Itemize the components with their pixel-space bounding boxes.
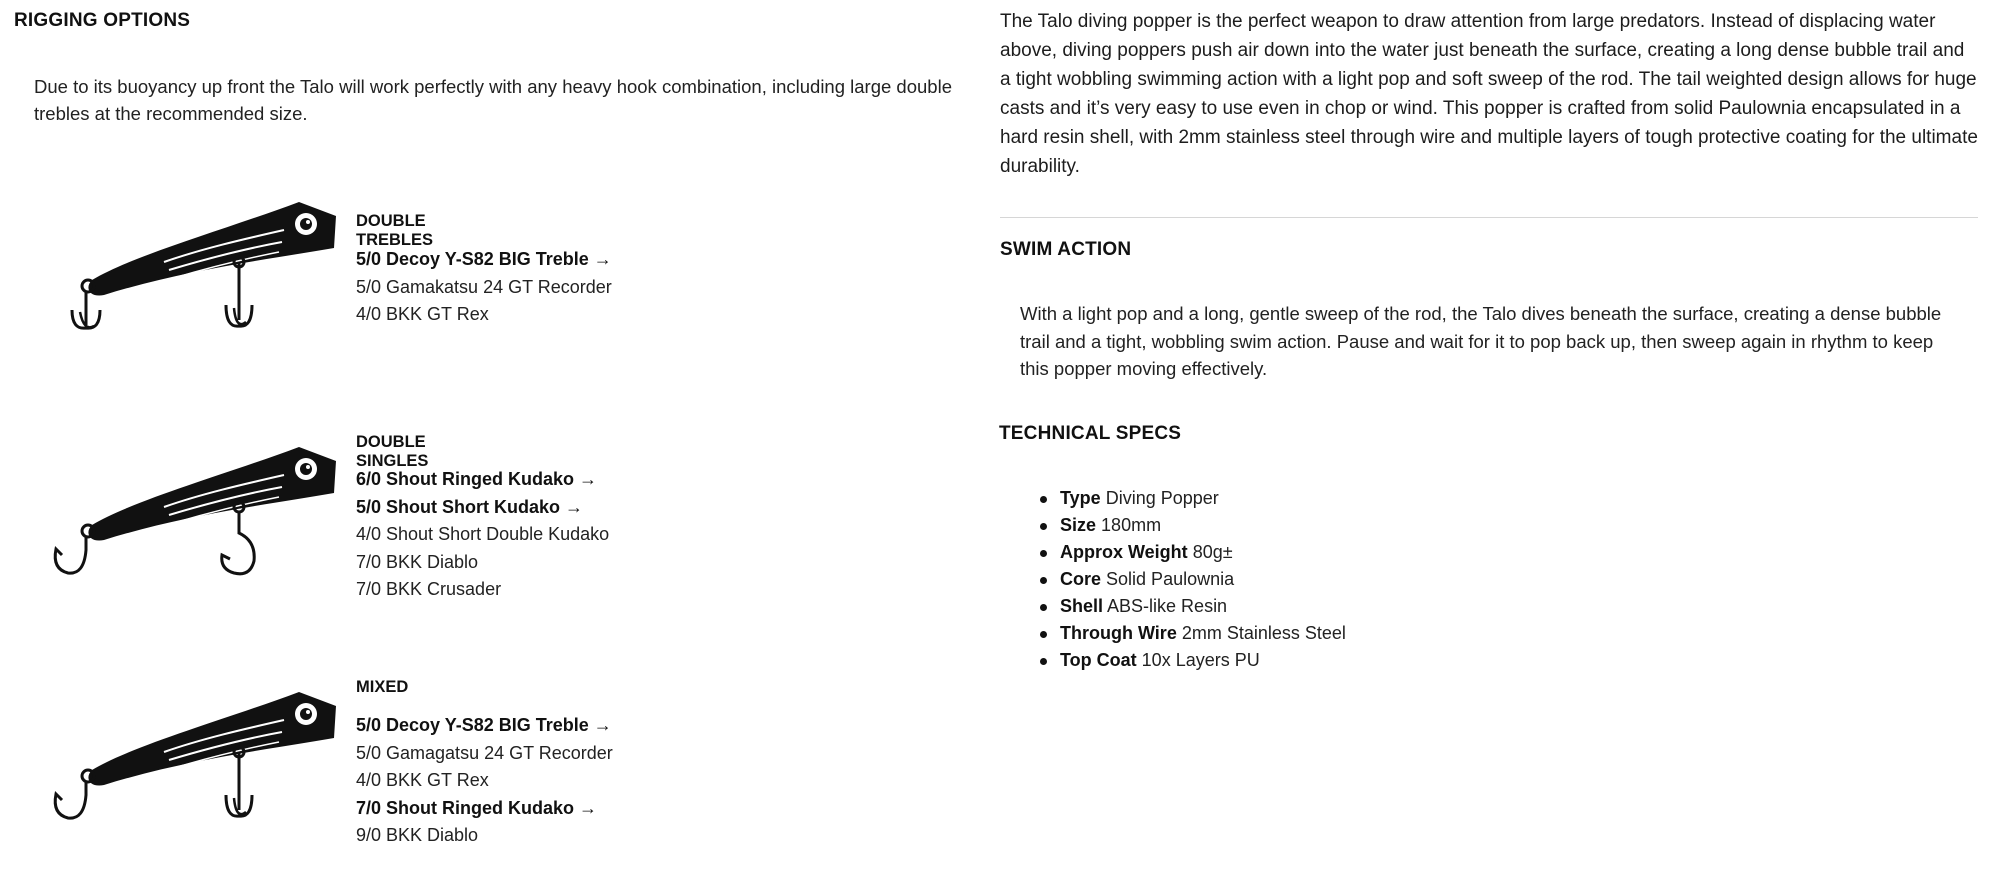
bullet-icon xyxy=(1040,550,1047,557)
rig-hook-list xyxy=(356,246,612,329)
spec-value: Solid Paulownia xyxy=(1106,569,1235,589)
spec-key: Approx Weight xyxy=(1060,542,1188,562)
technical-specs-list xyxy=(1038,485,1346,674)
hook-link-shout-short-kudako[interactable]: 5/0 Shout Short Kudako → xyxy=(356,496,584,517)
spec-key: Core xyxy=(1060,569,1102,589)
spec-value: Diving Popper xyxy=(1105,488,1219,508)
rig-group-title: MIXED xyxy=(356,678,409,696)
spec-key: Top Coat xyxy=(1060,650,1137,670)
hook-item: 4/0 BKK GT Rex xyxy=(356,304,489,324)
section-divider xyxy=(1000,217,1978,218)
rigging-intro-text: Due to its buoyancy up front the Talo will work perfectly with any heavy hook combination, including large double trebles at the recommended size. xyxy=(34,76,952,124)
hook-item: 5/0 Gamakatsu 24 GT Recorder xyxy=(356,276,612,297)
swim-action-text: With a light pop and a long, gentle sweep of the rod, the Talo dives beneath the surface, creating a dense bubble trail and a tight, wobbling swim action. Pause and wait for it to pop back up, then sweep again in rhythm to keep this popper moving effectively. xyxy=(1020,303,1942,379)
spec-key: Type xyxy=(1060,488,1101,508)
hook-item: 4/0 Shout Short Double Kudako xyxy=(356,524,610,544)
spec-value: ABS-like Resin xyxy=(1107,596,1228,616)
rig-hook-list xyxy=(356,712,613,850)
spec-value: 80g± xyxy=(1192,542,1233,562)
hook-item: 9/0 BKK Diablo xyxy=(356,825,479,845)
rig-group-title: DOUBLE TREBLES xyxy=(356,212,434,249)
spec-item-type xyxy=(1038,485,1346,512)
rig-hook-list xyxy=(356,466,609,604)
technical-specs-heading: TECHNICAL SPECS xyxy=(999,423,1182,444)
hook-item: 7/0 BKK Diablo xyxy=(356,551,479,572)
lure-double-trebles-icon xyxy=(44,200,344,345)
spec-key: Size xyxy=(1060,515,1097,535)
spec-key: Through Wire xyxy=(1060,623,1177,643)
spec-item-top-coat xyxy=(1038,647,1346,674)
bullet-icon xyxy=(1040,658,1047,665)
hook-link-decoy-ys82[interactable]: 5/0 Decoy Y-S82 BIG Treble → xyxy=(356,715,612,735)
bullet-icon xyxy=(1040,631,1047,638)
hook-item: 5/0 Gamagatsu 24 GT Recorder xyxy=(356,742,613,763)
lure-mixed-icon xyxy=(44,690,344,835)
hook-link-shout-ringed-kudako[interactable]: 6/0 Shout Ringed Kudako → xyxy=(356,469,598,489)
bullet-icon xyxy=(1040,523,1047,530)
rig-group-title: DOUBLE SINGLES xyxy=(356,433,429,470)
spec-value: 2mm Stainless Steel xyxy=(1181,623,1346,643)
hook-link-shout-ringed-kudako[interactable]: 7/0 Shout Ringed Kudako → xyxy=(356,797,598,818)
bullet-icon xyxy=(1040,604,1047,611)
rigging-options-heading: RIGGING OPTIONS xyxy=(14,10,191,31)
spec-item-through-wire xyxy=(1038,620,1346,647)
product-description: The Talo diving popper is the perfect weapon to draw attention from large predators. Instead of displacing water above, diving poppers push air down into the water just beneath the surface, creating a long dense bubble trail and a tight wobbling swimming action with a light pop and soft sweep of the rod. The tail weighted design allows for huge casts and it’s very easy to use even in chop or wind. This popper is crafted from solid Paulownia encapsulated in a hard resin shell, with 2mm stainless steel through wire and multiple layers of tough protective coating for the ultimate durability. xyxy=(1000,11,1978,177)
spec-item-weight xyxy=(1038,539,1346,566)
swim-action-heading: SWIM ACTION xyxy=(1000,239,1132,260)
spec-item-core xyxy=(1038,566,1346,593)
spec-value: 180mm xyxy=(1101,515,1162,535)
spec-value: 10x Layers PU xyxy=(1141,650,1260,670)
hook-item: 4/0 BKK GT Rex xyxy=(356,770,489,790)
bullet-icon xyxy=(1040,577,1047,584)
lure-double-singles-icon xyxy=(44,445,344,590)
spec-item-shell xyxy=(1038,593,1346,620)
spec-key: Shell xyxy=(1060,596,1104,616)
hook-link-decoy-ys82[interactable]: 5/0 Decoy Y-S82 BIG Treble → xyxy=(356,249,612,269)
hook-item: 7/0 BKK Crusader xyxy=(356,579,502,599)
bullet-icon xyxy=(1040,496,1047,503)
spec-item-size xyxy=(1038,512,1346,539)
